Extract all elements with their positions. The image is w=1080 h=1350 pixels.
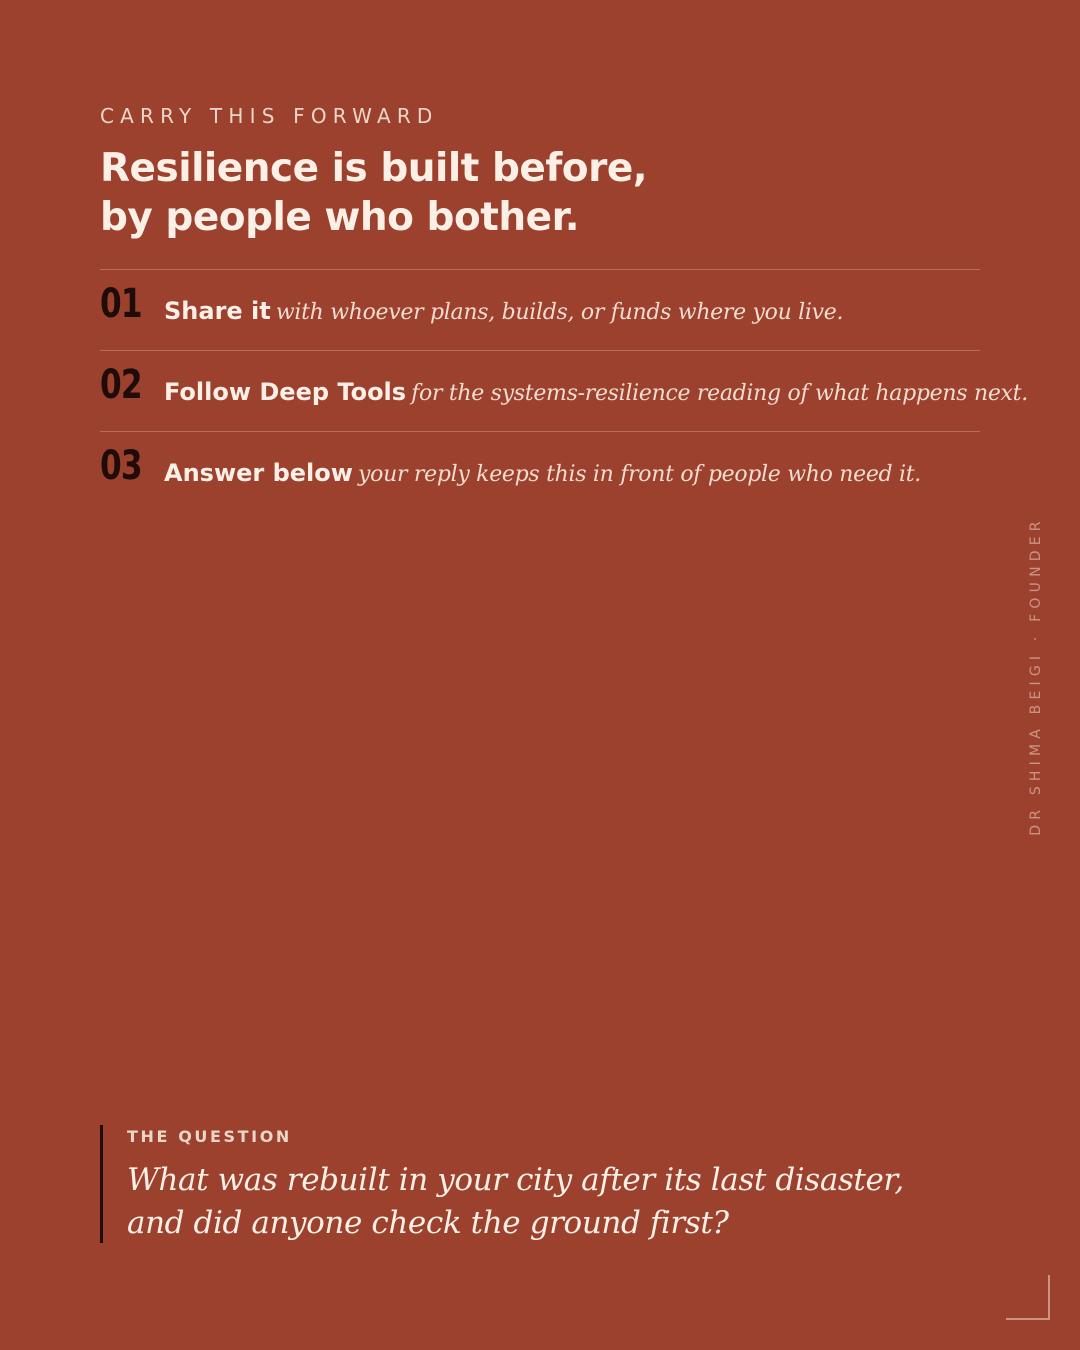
- corner-bracket-icon: [1006, 1275, 1050, 1320]
- step-body: with whoever plans, builds, or funds where you live.: [275, 300, 844, 325]
- eyebrow-label: CARRY THIS FORWARD: [100, 104, 439, 128]
- step-item-1: [100, 269, 980, 350]
- headline-line-2: by people who bother.: [100, 195, 580, 240]
- author-byline: DR SHIMA BEIGI · FOUNDER: [1028, 516, 1044, 836]
- step-body: for the systems-resilience reading of what happens next.: [411, 381, 1028, 406]
- step-number: 01: [100, 281, 142, 327]
- step-text: [164, 294, 843, 331]
- question-label: THE QUESTION: [127, 1127, 292, 1146]
- step-lead: Follow Deep Tools: [164, 378, 407, 406]
- question-text: What was rebuilt in your city after its last disaster, and did anyone check the ground first?: [127, 1162, 904, 1241]
- step-number: 02: [100, 362, 142, 408]
- headline: [100, 144, 860, 242]
- step-text: [164, 456, 921, 493]
- step-lead: Answer below: [164, 459, 353, 487]
- step-number: 03: [100, 443, 142, 489]
- step-lead: Share it: [164, 297, 271, 325]
- headline-line-1: Resilience is built before,: [100, 146, 648, 191]
- step-body: your reply keeps this in front of people who need it.: [358, 462, 921, 487]
- step-text: [164, 375, 1028, 412]
- step-item-3: [100, 431, 980, 512]
- question-block: [100, 1125, 953, 1243]
- steps-list: [100, 269, 1028, 512]
- step-item-2: [100, 350, 1028, 431]
